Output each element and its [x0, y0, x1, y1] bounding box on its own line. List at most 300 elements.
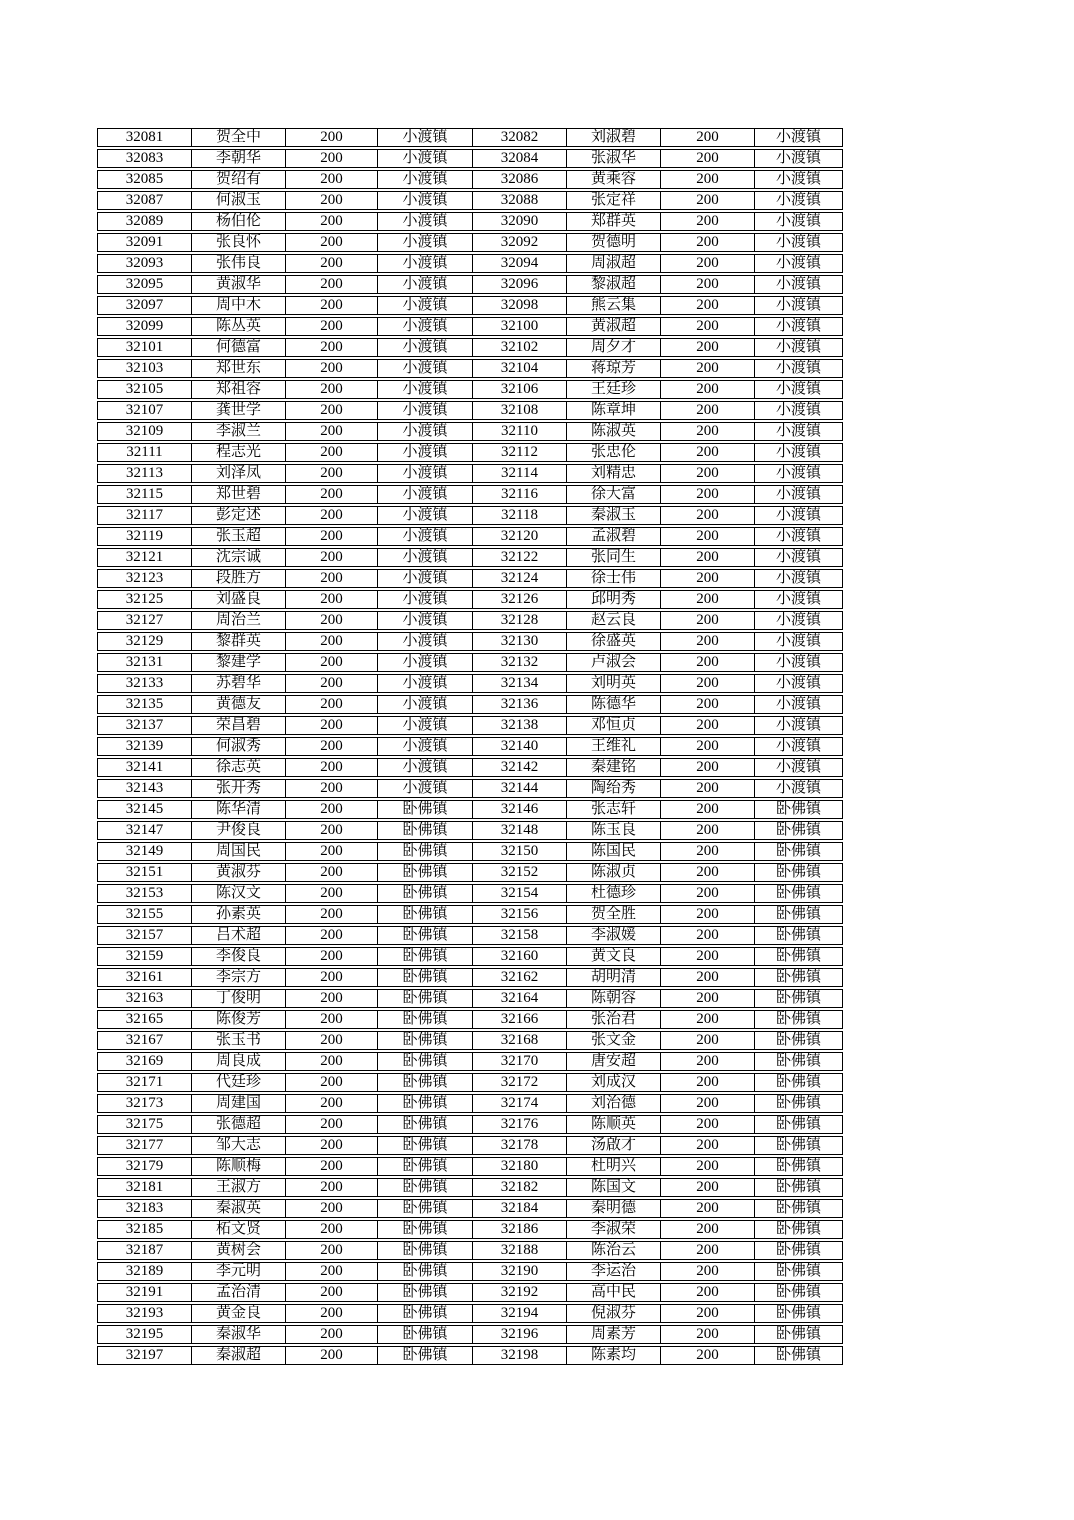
amount-cell: 200 [286, 569, 378, 588]
town-cell: 小渡镇 [378, 401, 473, 420]
person-name-cell: 黄金良 [192, 1304, 286, 1323]
town-cell: 卧佛镇 [378, 989, 473, 1008]
table-row [97, 989, 843, 1008]
amount-cell: 200 [661, 800, 755, 819]
amount-cell: 200 [661, 674, 755, 693]
town-cell: 卧佛镇 [755, 947, 843, 966]
town-cell: 小渡镇 [755, 128, 843, 147]
table-row [97, 191, 843, 210]
town-cell: 小渡镇 [378, 590, 473, 609]
town-cell: 卧佛镇 [755, 1262, 843, 1281]
person-name-cell: 何淑秀 [192, 737, 286, 756]
person-id-cell: 32182 [473, 1178, 567, 1197]
town-cell: 卧佛镇 [378, 926, 473, 945]
amount-cell: 200 [286, 170, 378, 189]
town-cell: 卧佛镇 [755, 1094, 843, 1113]
person-name-cell: 张伟良 [192, 254, 286, 273]
person-name-cell: 张玉书 [192, 1031, 286, 1050]
table-row [97, 905, 843, 924]
town-cell: 小渡镇 [755, 590, 843, 609]
person-name-cell: 丁俊明 [192, 989, 286, 1008]
table-row [97, 1010, 843, 1029]
person-name-cell: 刘精忠 [567, 464, 661, 483]
amount-cell: 200 [286, 1178, 378, 1197]
person-name-cell: 邓恒贞 [567, 716, 661, 735]
table-row [97, 800, 843, 819]
person-id-cell: 32135 [97, 695, 192, 714]
person-name-cell: 陈德华 [567, 695, 661, 714]
person-id-cell: 32115 [97, 485, 192, 504]
person-id-cell: 32111 [97, 443, 192, 462]
amount-cell: 200 [661, 275, 755, 294]
town-cell: 小渡镇 [755, 653, 843, 672]
amount-cell: 200 [286, 590, 378, 609]
town-cell: 小渡镇 [378, 632, 473, 651]
person-id-cell: 32114 [473, 464, 567, 483]
person-name-cell: 郑祖容 [192, 380, 286, 399]
town-cell: 卧佛镇 [378, 863, 473, 882]
person-id-cell: 32097 [97, 296, 192, 315]
table-row [97, 1304, 843, 1323]
person-id-cell: 32105 [97, 380, 192, 399]
amount-cell: 200 [286, 842, 378, 861]
amount-cell: 200 [286, 653, 378, 672]
table-row [97, 128, 843, 147]
person-name-cell: 刘治德 [567, 1094, 661, 1113]
amount-cell: 200 [286, 275, 378, 294]
town-cell: 卧佛镇 [755, 1031, 843, 1050]
payment-roster-table [97, 126, 843, 1367]
amount-cell: 200 [286, 863, 378, 882]
person-name-cell: 陈汉文 [192, 884, 286, 903]
amount-cell: 200 [661, 359, 755, 378]
person-name-cell: 徐士伟 [567, 569, 661, 588]
person-name-cell: 刘明英 [567, 674, 661, 693]
amount-cell: 200 [661, 1325, 755, 1344]
town-cell: 小渡镇 [378, 569, 473, 588]
person-id-cell: 32173 [97, 1094, 192, 1113]
person-name-cell: 陈俊芳 [192, 1010, 286, 1029]
person-id-cell: 32171 [97, 1073, 192, 1092]
person-name-cell: 张同生 [567, 548, 661, 567]
person-id-cell: 32179 [97, 1157, 192, 1176]
amount-cell: 200 [286, 128, 378, 147]
amount-cell: 200 [286, 401, 378, 420]
amount-cell: 200 [286, 233, 378, 252]
person-id-cell: 32151 [97, 863, 192, 882]
person-id-cell: 32178 [473, 1136, 567, 1155]
person-id-cell: 32192 [473, 1283, 567, 1302]
person-id-cell: 32087 [97, 191, 192, 210]
person-name-cell: 何淑玉 [192, 191, 286, 210]
person-name-cell: 熊云集 [567, 296, 661, 315]
table-row [97, 1031, 843, 1050]
table-row [97, 380, 843, 399]
town-cell: 卧佛镇 [755, 926, 843, 945]
person-name-cell: 段胜方 [192, 569, 286, 588]
person-name-cell: 郑群英 [567, 212, 661, 231]
person-id-cell: 32145 [97, 800, 192, 819]
table-row [97, 569, 843, 588]
town-cell: 小渡镇 [378, 170, 473, 189]
person-name-cell: 黄文良 [567, 947, 661, 966]
amount-cell: 200 [286, 338, 378, 357]
town-cell: 小渡镇 [755, 191, 843, 210]
amount-cell: 200 [661, 1178, 755, 1197]
amount-cell: 200 [661, 653, 755, 672]
town-cell: 小渡镇 [378, 275, 473, 294]
amount-cell: 200 [661, 821, 755, 840]
person-name-cell: 黄淑华 [192, 275, 286, 294]
person-name-cell: 杜明兴 [567, 1157, 661, 1176]
person-id-cell: 32139 [97, 737, 192, 756]
person-name-cell: 李俊良 [192, 947, 286, 966]
town-cell: 卧佛镇 [378, 1094, 473, 1113]
amount-cell: 200 [286, 632, 378, 651]
person-id-cell: 32154 [473, 884, 567, 903]
person-name-cell: 张文金 [567, 1031, 661, 1050]
amount-cell: 200 [286, 758, 378, 777]
amount-cell: 200 [661, 1094, 755, 1113]
amount-cell: 200 [661, 569, 755, 588]
person-id-cell: 32149 [97, 842, 192, 861]
person-id-cell: 32174 [473, 1094, 567, 1113]
town-cell: 卧佛镇 [378, 1073, 473, 1092]
town-cell: 小渡镇 [755, 611, 843, 630]
person-id-cell: 32175 [97, 1115, 192, 1134]
town-cell: 小渡镇 [755, 527, 843, 546]
town-cell: 小渡镇 [378, 380, 473, 399]
town-cell: 卧佛镇 [755, 1136, 843, 1155]
person-name-cell: 徐盛英 [567, 632, 661, 651]
town-cell: 小渡镇 [378, 233, 473, 252]
town-cell: 卧佛镇 [378, 1136, 473, 1155]
person-id-cell: 32157 [97, 926, 192, 945]
amount-cell: 200 [661, 380, 755, 399]
amount-cell: 200 [286, 1157, 378, 1176]
person-id-cell: 32102 [473, 338, 567, 357]
town-cell: 卧佛镇 [755, 800, 843, 819]
town-cell: 小渡镇 [378, 296, 473, 315]
person-name-cell: 张治君 [567, 1010, 661, 1029]
person-name-cell: 尹俊良 [192, 821, 286, 840]
person-name-cell: 刘泽凤 [192, 464, 286, 483]
person-name-cell: 李元明 [192, 1262, 286, 1281]
person-id-cell: 32138 [473, 716, 567, 735]
table-row [97, 758, 843, 777]
table-row [97, 548, 843, 567]
person-id-cell: 32082 [473, 128, 567, 147]
table-row [97, 737, 843, 756]
town-cell: 小渡镇 [378, 191, 473, 210]
person-id-cell: 32184 [473, 1199, 567, 1218]
person-name-cell: 周夕才 [567, 338, 661, 357]
table-row [97, 842, 843, 861]
person-id-cell: 32195 [97, 1325, 192, 1344]
person-name-cell: 邹大志 [192, 1136, 286, 1155]
person-name-cell: 陈淑贞 [567, 863, 661, 882]
amount-cell: 200 [661, 1157, 755, 1176]
amount-cell: 200 [661, 548, 755, 567]
person-name-cell: 黎群英 [192, 632, 286, 651]
town-cell: 卧佛镇 [378, 1346, 473, 1365]
person-name-cell: 黄德友 [192, 695, 286, 714]
person-name-cell: 陈顺梅 [192, 1157, 286, 1176]
town-cell: 卧佛镇 [378, 1304, 473, 1323]
person-name-cell: 何德富 [192, 338, 286, 357]
amount-cell: 200 [286, 1220, 378, 1239]
person-id-cell: 32099 [97, 317, 192, 336]
person-id-cell: 32147 [97, 821, 192, 840]
town-cell: 小渡镇 [378, 485, 473, 504]
town-cell: 小渡镇 [755, 695, 843, 714]
amount-cell: 200 [286, 1199, 378, 1218]
person-name-cell: 汤啟才 [567, 1136, 661, 1155]
amount-cell: 200 [661, 422, 755, 441]
person-name-cell: 孟治清 [192, 1283, 286, 1302]
amount-cell: 200 [661, 737, 755, 756]
town-cell: 卧佛镇 [755, 863, 843, 882]
amount-cell: 200 [661, 254, 755, 273]
person-id-cell: 32193 [97, 1304, 192, 1323]
person-id-cell: 32089 [97, 212, 192, 231]
town-cell: 卧佛镇 [378, 842, 473, 861]
person-id-cell: 32188 [473, 1241, 567, 1260]
person-name-cell: 陈淑英 [567, 422, 661, 441]
town-cell: 卧佛镇 [755, 884, 843, 903]
amount-cell: 200 [661, 989, 755, 1008]
town-cell: 小渡镇 [755, 212, 843, 231]
amount-cell: 200 [661, 968, 755, 987]
town-cell: 卧佛镇 [755, 1283, 843, 1302]
person-name-cell: 柘文贤 [192, 1220, 286, 1239]
town-cell: 小渡镇 [378, 737, 473, 756]
person-name-cell: 李淑荣 [567, 1220, 661, 1239]
person-name-cell: 卢淑会 [567, 653, 661, 672]
person-name-cell: 吕术超 [192, 926, 286, 945]
town-cell: 小渡镇 [755, 506, 843, 525]
person-id-cell: 32159 [97, 947, 192, 966]
amount-cell: 200 [661, 926, 755, 945]
amount-cell: 200 [286, 884, 378, 903]
person-id-cell: 32098 [473, 296, 567, 315]
person-name-cell: 秦淑华 [192, 1325, 286, 1344]
person-name-cell: 赵云良 [567, 611, 661, 630]
town-cell: 小渡镇 [755, 296, 843, 315]
town-cell: 小渡镇 [755, 569, 843, 588]
town-cell: 卧佛镇 [755, 1052, 843, 1071]
amount-cell: 200 [661, 296, 755, 315]
roster-table-body [97, 128, 843, 1365]
amount-cell: 200 [286, 779, 378, 798]
table-row [97, 863, 843, 882]
person-id-cell: 32191 [97, 1283, 192, 1302]
person-id-cell: 32094 [473, 254, 567, 273]
person-id-cell: 32185 [97, 1220, 192, 1239]
table-row [97, 149, 843, 168]
table-row [97, 254, 843, 273]
table-row [97, 1325, 843, 1344]
person-name-cell: 黄淑超 [567, 317, 661, 336]
person-name-cell: 周治兰 [192, 611, 286, 630]
town-cell: 卧佛镇 [378, 1157, 473, 1176]
person-name-cell: 黎淑超 [567, 275, 661, 294]
table-row [97, 779, 843, 798]
person-name-cell: 贺绍有 [192, 170, 286, 189]
person-name-cell: 周良成 [192, 1052, 286, 1071]
town-cell: 小渡镇 [755, 149, 843, 168]
amount-cell: 200 [286, 359, 378, 378]
person-id-cell: 32121 [97, 548, 192, 567]
town-cell: 卧佛镇 [378, 821, 473, 840]
person-id-cell: 32187 [97, 1241, 192, 1260]
person-id-cell: 32144 [473, 779, 567, 798]
person-name-cell: 蒋琼芳 [567, 359, 661, 378]
amount-cell: 200 [286, 1073, 378, 1092]
amount-cell: 200 [661, 506, 755, 525]
town-cell: 卧佛镇 [378, 1199, 473, 1218]
town-cell: 卧佛镇 [378, 1052, 473, 1071]
amount-cell: 200 [661, 1136, 755, 1155]
person-name-cell: 唐安超 [567, 1052, 661, 1071]
town-cell: 小渡镇 [755, 338, 843, 357]
person-name-cell: 王维礼 [567, 737, 661, 756]
person-name-cell: 王廷珍 [567, 380, 661, 399]
table-row [97, 1136, 843, 1155]
amount-cell: 200 [661, 443, 755, 462]
person-name-cell: 周淑超 [567, 254, 661, 273]
person-id-cell: 32125 [97, 590, 192, 609]
amount-cell: 200 [286, 1031, 378, 1050]
town-cell: 小渡镇 [755, 359, 843, 378]
amount-cell: 200 [286, 464, 378, 483]
person-name-cell: 苏碧华 [192, 674, 286, 693]
person-id-cell: 32167 [97, 1031, 192, 1050]
person-name-cell: 李淑兰 [192, 422, 286, 441]
person-name-cell: 秦淑超 [192, 1346, 286, 1365]
town-cell: 卧佛镇 [378, 1031, 473, 1050]
town-cell: 卧佛镇 [755, 1157, 843, 1176]
amount-cell: 200 [286, 947, 378, 966]
person-id-cell: 32140 [473, 737, 567, 756]
town-cell: 小渡镇 [378, 611, 473, 630]
amount-cell: 200 [661, 842, 755, 861]
table-row [97, 653, 843, 672]
town-cell: 小渡镇 [755, 464, 843, 483]
town-cell: 小渡镇 [378, 443, 473, 462]
town-cell: 小渡镇 [755, 674, 843, 693]
table-row [97, 884, 843, 903]
person-name-cell: 黄淑芬 [192, 863, 286, 882]
person-name-cell: 刘成汉 [567, 1073, 661, 1092]
table-row [97, 1115, 843, 1134]
person-id-cell: 32190 [473, 1262, 567, 1281]
amount-cell: 200 [286, 1052, 378, 1071]
person-id-cell: 32128 [473, 611, 567, 630]
amount-cell: 200 [286, 548, 378, 567]
person-name-cell: 张志轩 [567, 800, 661, 819]
person-id-cell: 32134 [473, 674, 567, 693]
person-id-cell: 32107 [97, 401, 192, 420]
table-row [97, 527, 843, 546]
person-id-cell: 32116 [473, 485, 567, 504]
person-id-cell: 32090 [473, 212, 567, 231]
amount-cell: 200 [286, 1010, 378, 1029]
person-id-cell: 32152 [473, 863, 567, 882]
table-row [97, 1346, 843, 1365]
amount-cell: 200 [286, 1346, 378, 1365]
amount-cell: 200 [661, 758, 755, 777]
amount-cell: 200 [661, 170, 755, 189]
person-id-cell: 32084 [473, 149, 567, 168]
town-cell: 卧佛镇 [755, 1325, 843, 1344]
person-id-cell: 32110 [473, 422, 567, 441]
person-name-cell: 陈丛英 [192, 317, 286, 336]
amount-cell: 200 [661, 1220, 755, 1239]
town-cell: 卧佛镇 [755, 1304, 843, 1323]
person-name-cell: 陶绐秀 [567, 779, 661, 798]
person-name-cell: 黄树会 [192, 1241, 286, 1260]
amount-cell: 200 [661, 1283, 755, 1302]
town-cell: 小渡镇 [755, 485, 843, 504]
town-cell: 小渡镇 [378, 779, 473, 798]
person-name-cell: 胡明清 [567, 968, 661, 987]
person-name-cell: 秦建铭 [567, 758, 661, 777]
table-row [97, 464, 843, 483]
amount-cell: 200 [661, 149, 755, 168]
person-name-cell: 黄乘容 [567, 170, 661, 189]
table-row [97, 401, 843, 420]
person-id-cell: 32194 [473, 1304, 567, 1323]
person-id-cell: 32141 [97, 758, 192, 777]
amount-cell: 200 [286, 1136, 378, 1155]
amount-cell: 200 [286, 1304, 378, 1323]
person-id-cell: 32129 [97, 632, 192, 651]
town-cell: 卧佛镇 [378, 947, 473, 966]
town-cell: 小渡镇 [378, 149, 473, 168]
person-name-cell: 陈国民 [567, 842, 661, 861]
person-id-cell: 32146 [473, 800, 567, 819]
town-cell: 卧佛镇 [378, 1325, 473, 1344]
person-name-cell: 陈国文 [567, 1178, 661, 1197]
table-row [97, 1052, 843, 1071]
town-cell: 小渡镇 [378, 338, 473, 357]
amount-cell: 200 [661, 905, 755, 924]
person-name-cell: 陈治云 [567, 1241, 661, 1260]
amount-cell: 200 [286, 485, 378, 504]
person-name-cell: 张定祥 [567, 191, 661, 210]
amount-cell: 200 [661, 716, 755, 735]
town-cell: 卧佛镇 [755, 1010, 843, 1029]
table-row [97, 212, 843, 231]
amount-cell: 200 [661, 1115, 755, 1134]
person-name-cell: 周建国 [192, 1094, 286, 1113]
person-id-cell: 32156 [473, 905, 567, 924]
person-name-cell: 倪淑芬 [567, 1304, 661, 1323]
town-cell: 小渡镇 [755, 170, 843, 189]
person-name-cell: 徐志英 [192, 758, 286, 777]
town-cell: 卧佛镇 [755, 821, 843, 840]
person-id-cell: 32136 [473, 695, 567, 714]
table-row [97, 716, 843, 735]
person-name-cell: 杜德珍 [567, 884, 661, 903]
town-cell: 卧佛镇 [755, 842, 843, 861]
person-id-cell: 32189 [97, 1262, 192, 1281]
person-id-cell: 32091 [97, 233, 192, 252]
table-row [97, 632, 843, 651]
person-name-cell: 孙素英 [192, 905, 286, 924]
town-cell: 小渡镇 [755, 254, 843, 273]
